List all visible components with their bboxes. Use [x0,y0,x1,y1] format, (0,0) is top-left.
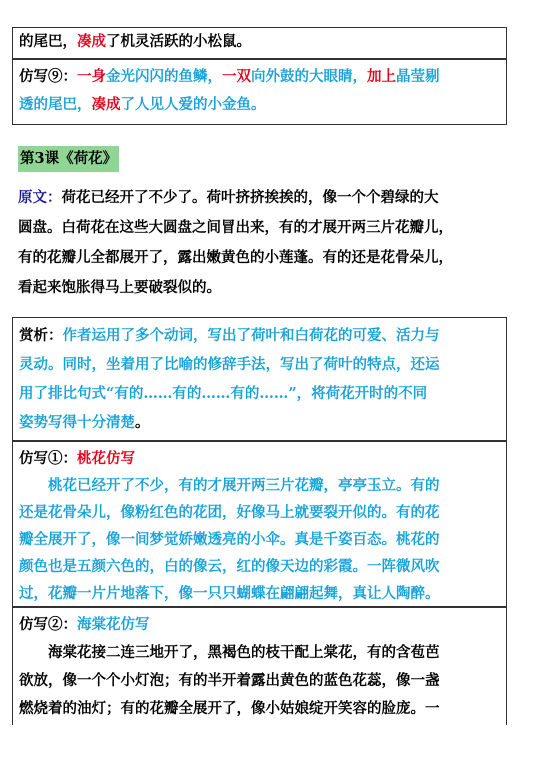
imitation-2-line: 燃烧着的油灯；有的花瓣全展开了，像小姑娘绽开笑容的脸庞。一 [19,700,440,717]
imitation-2-title: 海棠花仿写 [77,616,150,633]
imitation-9-label: 仿写⑨： [19,68,77,85]
imitation-9-line-1 [19,63,506,91]
imitation-2-line: 海棠花接二连三地开了，黑褐色的枝干配上棠花，有的含苞芭 [48,644,440,661]
imitation-1-line: 桃花已经开了不少，有的才展开两三片花瓣，亭亭玉立。有的 [48,477,440,494]
imitation-1-label: 仿写①： [19,450,77,467]
seg: 加上 [367,68,396,85]
imitation-1-line: 还是花骨朵儿，像粉红色的花团，好像马上就要裂开似的。有的花 [19,504,440,521]
appreciation-box [12,317,507,441]
appreciation-line: 姿势写得十分清楚 [19,414,135,431]
imitation-2-label: 仿写②： [19,616,77,633]
appreciation-label: 赏析： [19,327,63,344]
lesson-heading-text: 第3课《荷花》 [18,146,119,172]
imitation-2-line: 欲放，像一个个小灯泡；有的半开着露出黄色的蓝色花蕊，像一盏 [19,672,440,689]
imitation-1-line: 瓣全展开了，像一间梦觉娇嫩透亮的小伞。真是千姿百态。桃花的 [19,531,440,548]
seg: 金光闪闪的鱼鳞， [106,68,222,85]
imitation-1-line: 过，花瓣一片片地落下，像一只只蝴蝶在翩翩起舞，真让人陶醉。 [19,585,440,602]
lesson-heading [18,146,119,172]
text: 的尾巴， [19,33,77,50]
seg: 一身 [77,68,106,85]
original-label: 原文： [18,189,62,206]
text: 了机灵活跃的小松鼠。 [106,33,251,50]
seg: 透的尾巴， [19,96,92,113]
seg: 了人见人爱的小金鱼。 [120,96,266,113]
seg: 凑成 [91,96,121,113]
squirrel-line [19,28,506,56]
text-box-squirrel [12,27,507,59]
imitation-2-box [12,607,507,725]
appreciation-line: 作者运用了多个动词，写出了荷叶和白荷花的可爱、活力与 [62,327,440,344]
imitation-9-line-2 [19,91,506,119]
original-line: 看起来饱胀得马上要破裂似的。 [18,279,221,296]
red-text: 凑成 [77,33,106,50]
appreciation-line: 用了排比句式“有的……有的……有的……”，将荷花开时的不同 [19,385,428,402]
original-line: 有的花瓣儿全都展开了，露出嫩黄色的小莲蓬。有的还是花骨朵儿， [18,249,453,266]
original-line: 圆盘。白荷花在这些大圆盘之间冒出来，有的才展开两三片花瓣儿， [18,219,453,236]
appreciation-line: 灵动。同时，坐着用了比喻的修辞手法，写出了荷叶的特点，还运 [19,356,440,373]
imitation-1-line: 颜色也是五颜六色的，白的像云，红的像天边的彩霞。一阵微风吹 [19,558,440,575]
seg: 晶莹剔 [396,68,440,85]
imitation-1-box [12,441,507,607]
original-line: 荷花已经开了不少了。荷叶挤挤挨挨的，像一个个碧绿的大 [61,189,439,206]
seg: 向外鼓的大眼睛， [251,68,367,85]
imitation-9-box [12,59,507,125]
original-text [18,183,518,303]
imitation-1-title: 桃花仿写 [77,450,135,467]
seg: 一双 [222,68,251,85]
period: 。 [135,414,150,431]
